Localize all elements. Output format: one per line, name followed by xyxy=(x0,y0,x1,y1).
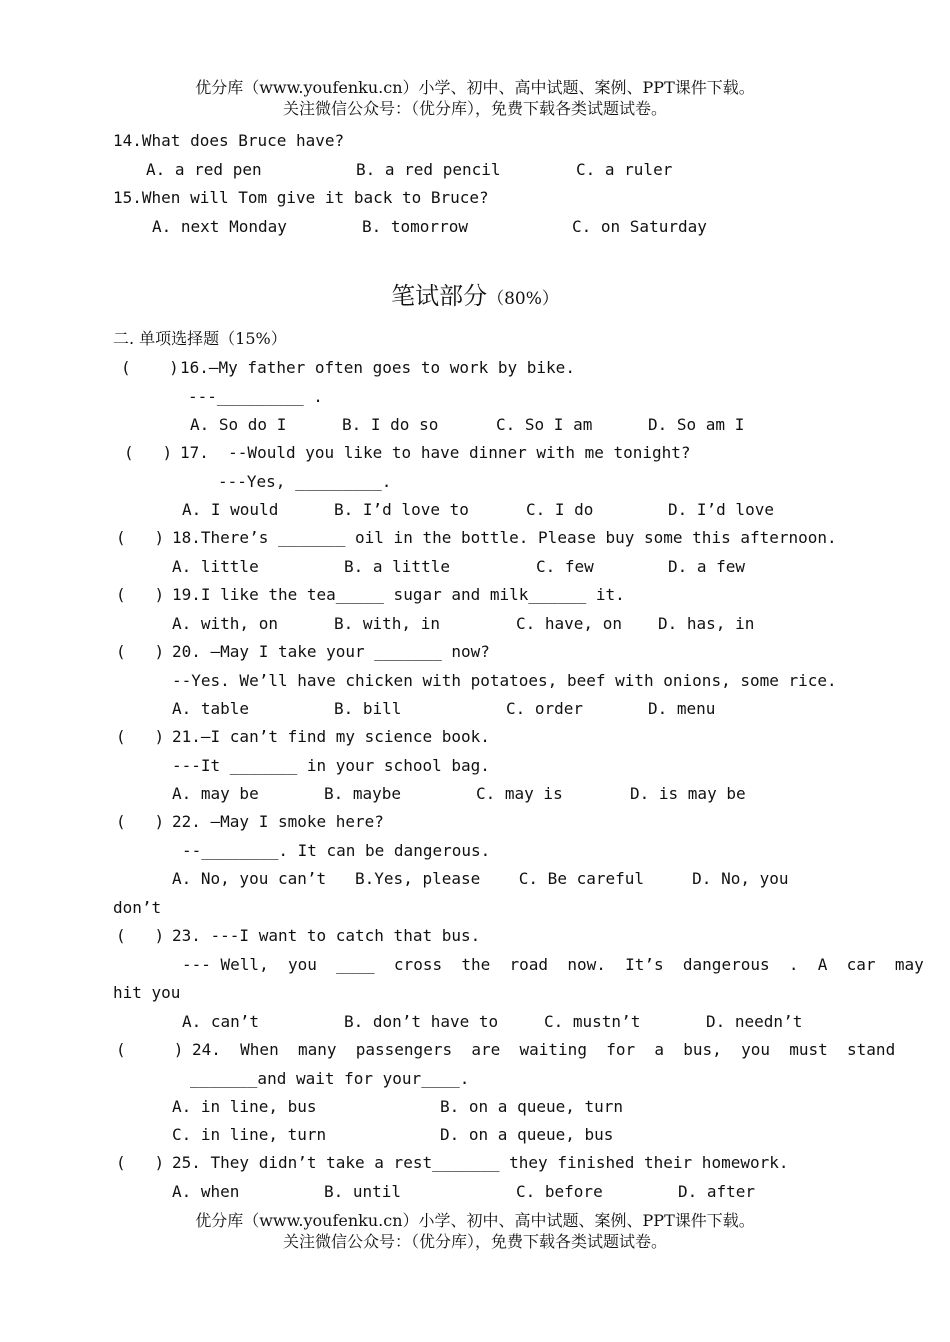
q21-option-a: A. may be xyxy=(172,784,259,803)
q16-option-c: C. So I am xyxy=(496,415,593,434)
q21-stem: 21.—I can’t find my science book. xyxy=(172,727,490,746)
q24-stem-cont: _______and wait for your____. xyxy=(190,1069,470,1088)
q17-option-a: A. I would xyxy=(182,500,279,519)
section-title xyxy=(0,281,950,314)
q23-reply-wrap: hit you xyxy=(113,983,181,1002)
q23-reply: --- Well, you ____ cross the road now. It’s dangerous . A car may xyxy=(182,955,924,974)
q18-option-c: C. few xyxy=(536,557,594,576)
q20-reply: --Yes. We’ll have chicken with potatoes, beef with onions, some rice. xyxy=(172,671,837,690)
q17-reply: ---Yes, _________. xyxy=(218,472,392,491)
q23-stem: 23. ---I want to catch that bus. xyxy=(172,926,481,945)
q20-option-c: C. order xyxy=(506,699,584,718)
q25-bracket: ( ) xyxy=(116,1153,165,1172)
q23-option-b: B. don’t have to xyxy=(344,1012,499,1031)
question-15-option-b: B. tomorrow xyxy=(362,217,468,236)
footer-line-1: 优分库（www.youfenku.cn）小学、初中、高中试题、案例、PPT课件下载。 xyxy=(195,1211,755,1230)
footer-line-2: 关注微信公众号：（优分库），免费下载各类试题试卷。 xyxy=(282,1232,667,1251)
question-15-stem: 15.When will Tom give it back to Bruce? xyxy=(113,188,489,207)
q16-option-b: B. I do so xyxy=(342,415,439,434)
question-15-option-a: A. next Monday xyxy=(152,217,287,236)
section-percent: （80%） xyxy=(487,289,559,309)
q18-option-a: A. little xyxy=(172,557,259,576)
section-title-text: 笔试部分 xyxy=(391,282,488,310)
q20-option-d: D. menu xyxy=(648,699,716,718)
q17-stem: 17. --Would you like to have dinner with me tonight? xyxy=(180,443,691,462)
q17-bracket: ( ) xyxy=(124,443,173,462)
q24-bracket: ( ) xyxy=(116,1040,184,1059)
question-14-option-b: B. a red pencil xyxy=(356,160,501,179)
q24-stem: 24. When many passengers are waiting for a bus, you must stand xyxy=(192,1040,896,1059)
q16-stem: 16.—My father often goes to work by bike. xyxy=(180,358,575,377)
q24-option-b: B. on a queue, turn xyxy=(440,1097,624,1116)
question-14-option-c: C. a ruler xyxy=(576,160,673,179)
q22-options: A. No, you can’t B.Yes, please C. Be careful D. No, you xyxy=(172,869,789,888)
header-line-2: 关注微信公众号：（优分库），免费下载各类试题试卷。 xyxy=(282,99,667,118)
q18-option-b: B. a little xyxy=(344,557,450,576)
q20-bracket: ( ) xyxy=(116,642,165,661)
q17-option-d: D. I’d love xyxy=(668,500,774,519)
q19-stem: 19.I like the tea_____ sugar and milk______ it. xyxy=(172,585,625,604)
q21-option-b: B. maybe xyxy=(324,784,402,803)
q23-option-a: A. can’t xyxy=(182,1012,260,1031)
q22-stem: 22. –May I smoke here? xyxy=(172,812,384,831)
q24-option-d: D. on a queue, bus xyxy=(440,1125,614,1144)
q22-options-wrap: don’t xyxy=(113,898,162,917)
q19-option-a: A. with, on xyxy=(172,614,278,633)
question-14-stem: 14.What does Bruce have? xyxy=(113,131,345,150)
q24-option-c: C. in line, turn xyxy=(172,1125,327,1144)
q17-option-b: B. I’d love to xyxy=(334,500,469,519)
q21-option-c: C. may is xyxy=(476,784,563,803)
q25-option-d: D. after xyxy=(678,1182,756,1201)
q24-option-a: A. in line, bus xyxy=(172,1097,317,1116)
q25-option-b: B. until xyxy=(324,1182,402,1201)
q20-option-a: A. table xyxy=(172,699,250,718)
q19-bracket: ( ) xyxy=(116,585,165,604)
q22-bracket: ( ) xyxy=(116,812,165,831)
q25-option-a: A. when xyxy=(172,1182,240,1201)
q21-reply: ---It _______ in your school bag. xyxy=(172,756,490,775)
q19-option-b: B. with, in xyxy=(334,614,440,633)
q21-bracket: ( ) xyxy=(116,727,165,746)
q19-option-d: D. has, in xyxy=(658,614,755,633)
q18-bracket: ( ) xyxy=(116,528,165,547)
q17-option-c: C. I do xyxy=(526,500,594,519)
q16-reply: ---_________ . xyxy=(188,387,323,406)
q19-option-c: C. have, on xyxy=(516,614,622,633)
header-line-1: 优分库（www.youfenku.cn）小学、初中、高中试题、案例、PPT课件下载。 xyxy=(195,78,755,97)
q20-option-b: B. bill xyxy=(334,699,402,718)
q18-stem: 18.There’s _______ oil in the bottle. Please buy some this afternoon. xyxy=(172,528,837,547)
question-14-option-a: A. a red pen xyxy=(146,160,262,179)
q18-option-d: D. a few xyxy=(668,557,746,576)
q20-stem: 20. –May I take your _______ now? xyxy=(172,642,490,661)
q25-option-c: C. before xyxy=(516,1182,603,1201)
q16-option-a: A. So do I xyxy=(190,415,287,434)
q16-option-d: D. So am I xyxy=(648,415,745,434)
q16-bracket: ( ) xyxy=(121,358,179,377)
q23-option-d: D. needn’t xyxy=(706,1012,803,1031)
question-15-option-c: C. on Saturday xyxy=(572,217,707,236)
part-heading: 二. 单项选择题（15%） xyxy=(113,329,287,348)
q23-option-c: C. mustn’t xyxy=(544,1012,641,1031)
q22-reply: --________. It can be dangerous. xyxy=(182,841,491,860)
q21-option-d: D. is may be xyxy=(630,784,746,803)
q23-bracket: ( ) xyxy=(116,926,165,945)
q25-stem: 25. They didn’t take a rest_______ they finished their homework. xyxy=(172,1153,789,1172)
